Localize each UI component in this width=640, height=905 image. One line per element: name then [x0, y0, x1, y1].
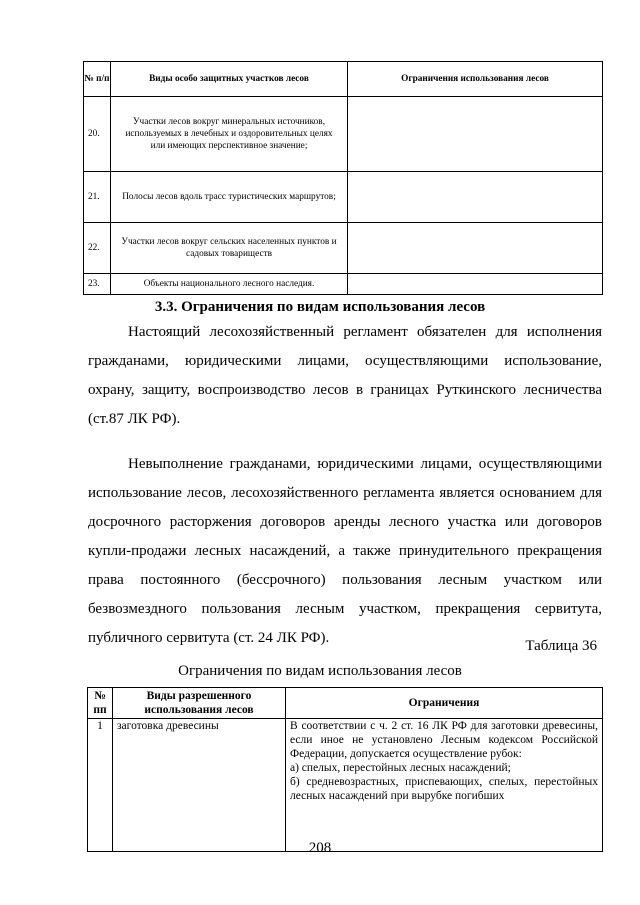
row-restriction: [348, 223, 603, 274]
header-restrictions: Ограничения использования лесов: [348, 62, 603, 97]
row-number: 22.: [84, 223, 111, 274]
row-restriction: [286, 719, 603, 852]
table-title: Ограничения по видам использования лесов: [178, 663, 462, 679]
row-restriction: [348, 274, 603, 295]
paragraph: [88, 450, 602, 653]
header-restrictions: Ограничения: [286, 688, 603, 719]
table-row: [84, 97, 603, 172]
table-row: [84, 223, 603, 274]
header-number: № пп: [88, 688, 113, 719]
row-area-type: Полосы лесов вдоль трасс туристических маршрутов;: [111, 172, 348, 223]
row-restriction: [348, 97, 603, 172]
restriction-line: б) средневозрастных, приспевающих, спелых, перестойных лесных насаждений при вырубке погибших: [290, 776, 598, 802]
header-usage-type: Виды разрешенного использования лесов: [113, 688, 286, 719]
usage-restrictions-table: [87, 687, 603, 852]
row-number: 1: [88, 719, 113, 852]
paragraph-text: Настоящий лесохозяйственный регламент обязателен для исполнения гражданами, юридическими лицами, осуществляющими использование, охрану, защиту, воспроизводство лесов в границах Руткинского лесничества (ст.87 ЛК РФ).: [88, 324, 602, 427]
restriction-text: [290, 719, 598, 851]
table-row: [88, 719, 603, 852]
paragraph-text: Невыполнение гражданами, юридическими лицами, осуществляющими использование лесов, лесохозяйственного регламента является основанием для досрочного расторжения договоров аренды лесного участка или договоров купли-продажи лесных насаждений, а также принудительного прекращения права постоянного (бессрочного) пользования лесным участком или безвозмездного пользования лесным участком, прекращения сервитута, публичного сервитута (ст. 24 ЛК РФ).: [88, 456, 602, 646]
header-area-type: Виды особо защитных участков лесов: [111, 62, 348, 97]
table-row: [84, 274, 603, 295]
row-area-type: Участки лесов вокруг минеральных источников, используемых в лечебных и оздоровительных целях или имеющих перспективное значение;: [111, 97, 348, 172]
table-row: [84, 172, 603, 223]
row-number: 20.: [84, 97, 111, 172]
row-usage-type: заготовка древесины: [113, 719, 286, 852]
table-number: Таблица 36: [525, 638, 597, 654]
header-number: № п/п: [84, 62, 111, 97]
row-area-type: Объекты национального лесного наследия.: [111, 274, 348, 295]
paragraph: [88, 318, 602, 434]
restriction-line: а) спелых, перестойных лесных насаждений;: [290, 762, 511, 774]
restriction-line: В соответствии с ч. 2 ст. 16 ЛК РФ для заготовки древесины, если иное не установлено Лесным кодексом Российской Федерации, допускается осуществление рубок:: [290, 720, 598, 760]
row-number: 21.: [84, 172, 111, 223]
table-header-row: [88, 688, 603, 719]
protective-areas-table: [83, 61, 603, 295]
row-restriction: [348, 172, 603, 223]
table-header-row: [84, 62, 603, 97]
row-number: 23.: [84, 274, 111, 295]
page-number: 208: [308, 840, 332, 856]
section-heading: 3.3. Ограничения по видам использования лесов: [154, 299, 486, 315]
row-area-type: Участки лесов вокруг сельских населенных пунктов и садовых товариществ: [111, 223, 348, 274]
